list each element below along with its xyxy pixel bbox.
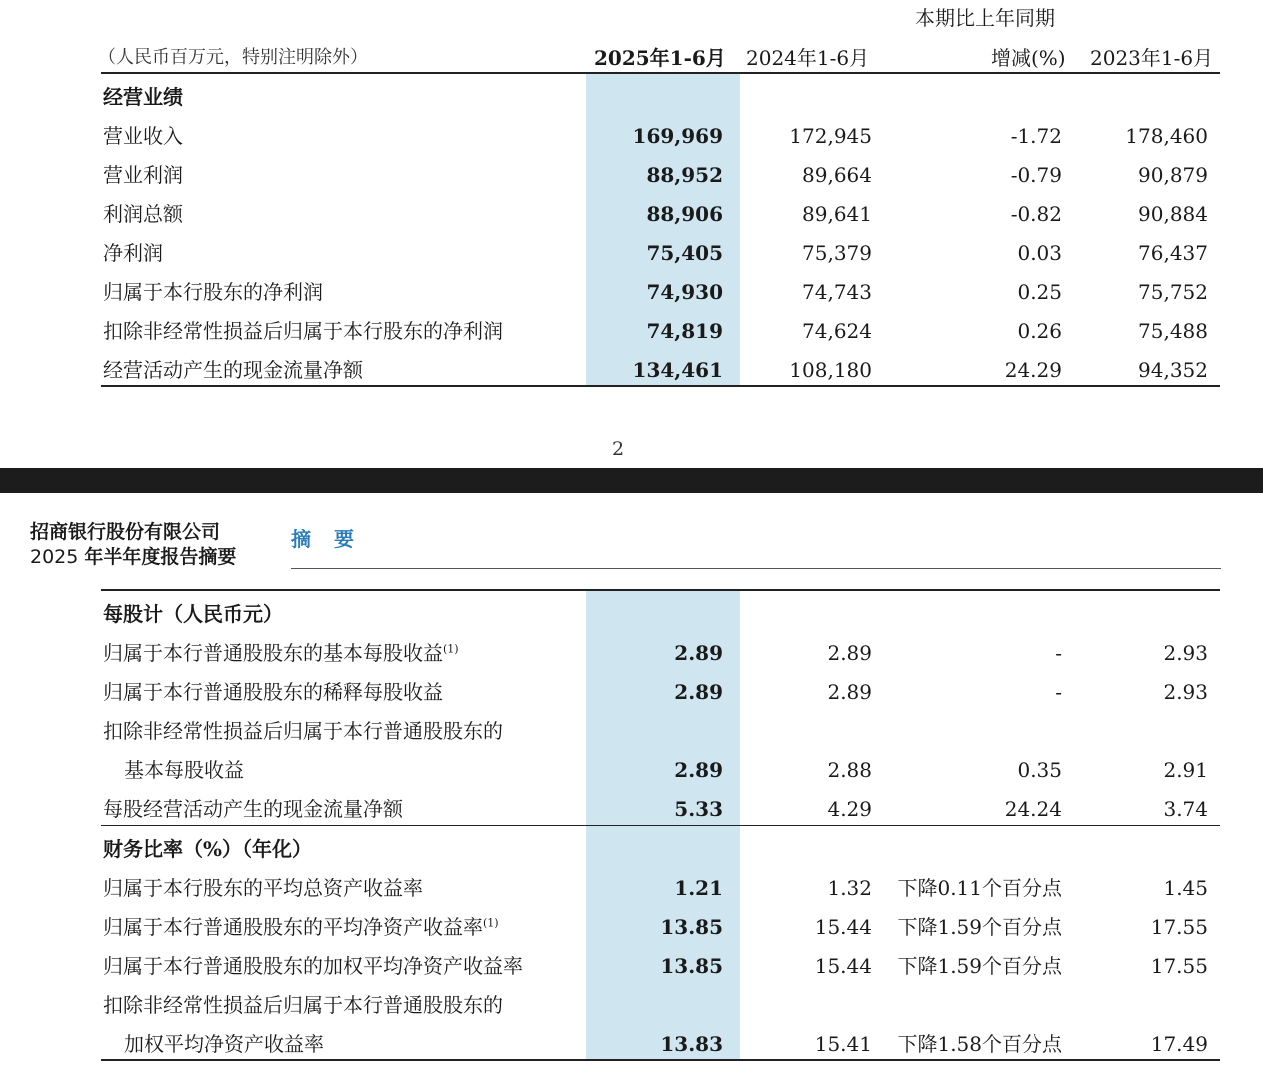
value-2023: 17.55	[1150, 915, 1208, 939]
value-2023: 2.93	[1163, 641, 1208, 665]
value-change: 下降1.58个百分点	[897, 1032, 1062, 1056]
top-bottom-rule	[101, 385, 1220, 387]
row-label-continued: 加权平均净资产收益率	[124, 1032, 324, 1056]
column-header-2025: 2025年1-6月	[594, 46, 726, 70]
value-change: 下降0.11个百分点	[897, 876, 1062, 900]
value-2025: 2.89	[674, 680, 723, 704]
section-operating-results: 经营业绩	[103, 85, 183, 109]
value-2024: 89,664	[802, 163, 872, 187]
value-2024: 2.89	[827, 680, 872, 704]
value-2023: 75,488	[1138, 319, 1208, 343]
value-2025: 13.85	[660, 915, 723, 939]
row-label: 利润总额	[103, 202, 183, 226]
value-2024: 2.88	[827, 758, 872, 782]
value-2023: 17.49	[1150, 1032, 1208, 1056]
value-2024: 74,624	[802, 319, 872, 343]
section-tag: 摘 要	[291, 527, 362, 551]
value-2025: 13.83	[660, 1032, 723, 1056]
value-change: -	[1055, 641, 1062, 665]
footnote-marker: (1)	[483, 916, 499, 930]
value-2025: 74,930	[646, 280, 723, 304]
value-2023: 3.74	[1163, 797, 1208, 821]
report-year: 2025	[30, 546, 79, 568]
row-label: 每股经营活动产生的现金流量净额	[103, 797, 403, 821]
report-title-text: 年半年度报告摘要	[84, 546, 237, 568]
value-2025: 88,906	[646, 202, 723, 226]
value-2024: 74,743	[802, 280, 872, 304]
value-2023: 94,352	[1138, 358, 1208, 382]
bottom-bottom-rule	[101, 1059, 1220, 1061]
value-change: 0.35	[1017, 758, 1062, 782]
value-change: 24.29	[1004, 358, 1062, 382]
value-2023: 1.45	[1163, 876, 1208, 900]
value-change: 0.03	[1017, 241, 1062, 265]
column-header-2023: 2023年1-6月	[1090, 46, 1214, 70]
page-divider-bar	[0, 468, 1263, 493]
value-2023: 2.93	[1163, 680, 1208, 704]
value-2024: 15.44	[814, 915, 872, 939]
value-2023: 17.55	[1150, 954, 1208, 978]
value-2023: 178,460	[1125, 124, 1208, 148]
footnote-marker: (1)	[443, 642, 459, 656]
page-number: 2	[612, 438, 625, 460]
unit-note: （人民币百万元，特别注明除外）	[98, 47, 368, 68]
value-2025: 74,819	[646, 319, 723, 343]
value-2024: 75,379	[802, 241, 872, 265]
value-change: 24.24	[1004, 797, 1062, 821]
value-2025: 88,952	[646, 163, 723, 187]
top-header-rule	[101, 72, 1220, 74]
value-2025: 134,461	[632, 358, 723, 382]
row-label-continued: 基本每股收益	[124, 758, 244, 782]
value-2025: 1.21	[674, 876, 723, 900]
value-change: -0.79	[1010, 163, 1062, 187]
value-2024: 1.32	[827, 876, 872, 900]
change-header-top: 本期比上年同期	[915, 6, 1055, 30]
value-2024: 4.29	[827, 797, 872, 821]
value-2025: 75,405	[646, 241, 723, 265]
value-change: 下降1.59个百分点	[897, 915, 1062, 939]
value-change: -0.82	[1010, 202, 1062, 226]
row-label: 营业收入	[103, 124, 183, 148]
row-label: 扣除非经常性损益后归属于本行普通股股东的	[103, 719, 503, 743]
value-2023: 75,752	[1138, 280, 1208, 304]
value-change: -	[1055, 680, 1062, 704]
row-label: 归属于本行股东的净利润	[103, 280, 323, 304]
value-2025: 5.33	[674, 797, 723, 821]
value-change: 下降1.59个百分点	[897, 954, 1062, 978]
row-label: 归属于本行普通股股东的基本每股收益$^{(1)}$	[103, 641, 459, 665]
section-per-share: 每股计（人民币元）	[103, 602, 283, 626]
value-2025: 2.89	[674, 758, 723, 782]
row-label: 归属于本行普通股股东的加权平均净资产收益率	[103, 954, 523, 978]
row-label: 归属于本行股东的平均总资产收益率	[103, 876, 423, 900]
value-change: -1.72	[1010, 124, 1062, 148]
value-2024: 2.89	[827, 641, 872, 665]
company-name: 招商银行股份有限公司	[30, 521, 221, 543]
value-change: 0.25	[1017, 280, 1062, 304]
value-2023: 90,884	[1138, 202, 1208, 226]
value-2024: 15.41	[814, 1032, 872, 1056]
value-2024: 89,641	[802, 202, 872, 226]
value-2025: 13.85	[660, 954, 723, 978]
row-label: 扣除非经常性损益后归属于本行股东的净利润	[103, 319, 503, 343]
bottom-top-rule	[101, 589, 1220, 591]
row-label: 营业利润	[103, 163, 183, 187]
row-label: 经营活动产生的现金流量净额	[103, 358, 363, 382]
header-rule	[291, 568, 1221, 569]
value-2024: 108,180	[789, 358, 872, 382]
report-title	[30, 545, 236, 570]
value-change: 0.26	[1017, 319, 1062, 343]
value-2024: 15.44	[814, 954, 872, 978]
value-2025: 2.89	[674, 641, 723, 665]
row-label: 归属于本行普通股股东的稀释每股收益	[103, 680, 443, 704]
column-header-2024: 2024年1-6月	[746, 46, 870, 70]
mid-rule	[101, 825, 1220, 826]
value-2023: 76,437	[1138, 241, 1208, 265]
row-label: 归属于本行普通股股东的平均净资产收益率$^{(1)}$	[103, 915, 499, 939]
row-label: 净利润	[103, 241, 163, 265]
value-2023: 90,879	[1138, 163, 1208, 187]
section-financial-ratios: 财务比率（%）（年化）	[103, 837, 313, 861]
value-2023: 2.91	[1163, 758, 1208, 782]
value-2025: 169,969	[632, 124, 723, 148]
value-2024: 172,945	[789, 124, 872, 148]
row-label: 扣除非经常性损益后归属于本行普通股股东的	[103, 993, 503, 1017]
column-header-change: 增减(%)	[991, 46, 1066, 70]
